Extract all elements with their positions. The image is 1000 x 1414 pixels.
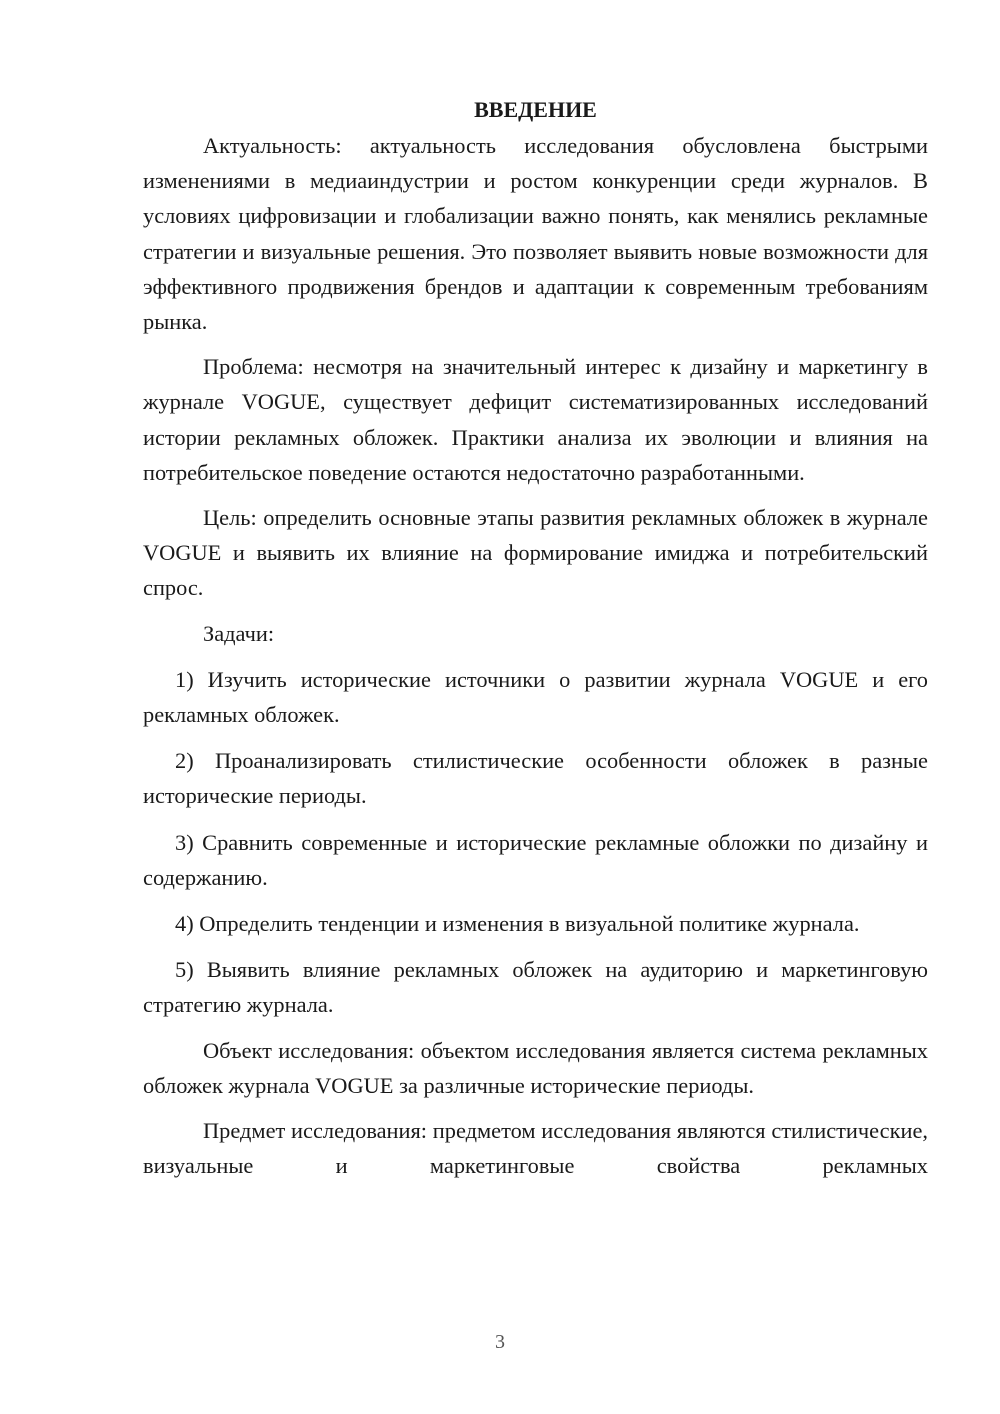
page-number: 3 <box>495 1331 505 1353</box>
paragraph-subject: Предмет исследования: предметом исследования являются стилистические, визуальные и маркетинговые свойства рекламных <box>143 1118 928 1179</box>
page-title: ВВЕДЕНИЕ <box>474 97 597 122</box>
task-item-2: 2) Проанализировать стилистические особенности обложек в разные исторические периоды. <box>143 748 928 809</box>
paragraph-relevance: Актуальность: актуальность исследования обусловлена быстрыми изменениями в медиаиндустрии и ростом конкуренции среди журналов. В условиях цифровизации и глобализации важно понять, как менялись рекламные стратегии и визуальные решения. Это позволяет выявить новые возможности для эффективного продвижения брендов и адаптации к современным требованиям рынка. <box>143 133 928 335</box>
document-page <box>143 92 928 1183</box>
task-item-4: 4) Определить тенденции и изменения в визуальной политике журнала. <box>175 911 860 937</box>
task-item-5: 5) Выявить влияние рекламных обложек на аудиторию и маркетинговую стратегию журнала. <box>143 957 928 1018</box>
paragraph-object: Объект исследования: объектом исследования является система рекламных обложек журнала VOGUE за различные исторические периоды. <box>143 1037 928 1098</box>
task-item-1: 1) Изучить исторические источники о развитии журнала VOGUE и его рекламных обложек. <box>143 666 928 728</box>
paragraph-problem: Проблема: несмотря на значительный интерес к дизайну и маркетингу в журнале VOGUE, существует дефицит систематизированных исследований истории рекламных обложек. Практики анализа их эволюции и влияния на потребительское поведение остаются недостаточно разработанными. <box>143 354 928 485</box>
task-item-3: 3) Сравнить современные и исторические рекламные обложки по дизайну и содержанию. <box>143 829 928 890</box>
paragraph-goal: Цель: определить основные этапы развития рекламных обложек в журнале VOGUE и выявить их влияние на формирование имиджа и потребительский спрос. <box>143 505 928 601</box>
tasks-label: Задачи: <box>203 620 275 646</box>
